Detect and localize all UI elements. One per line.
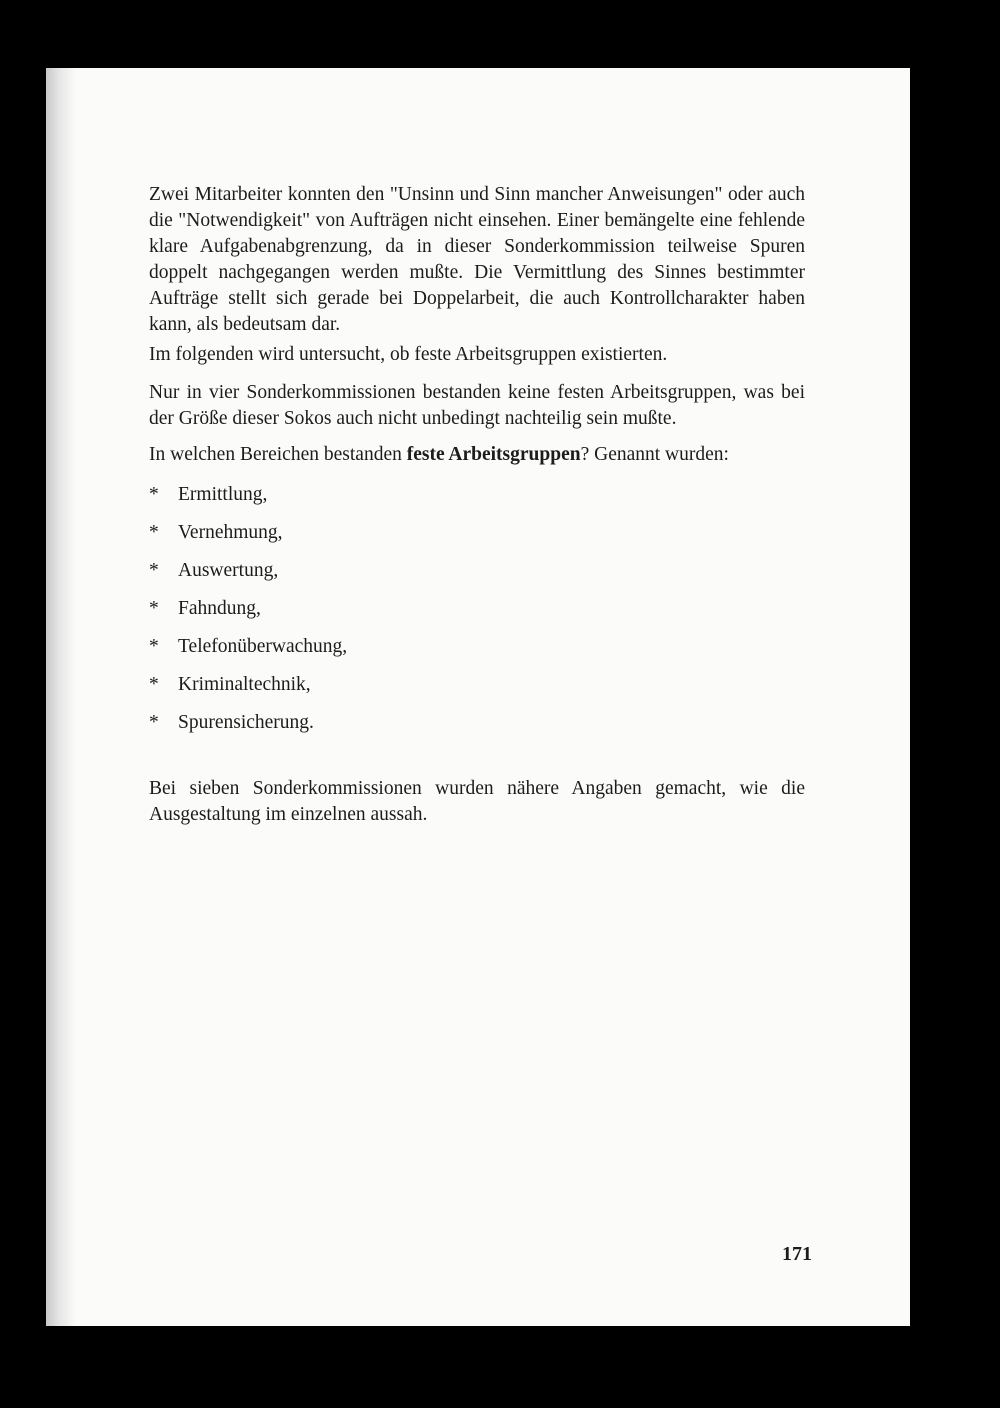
paragraph-4-text-after: ? Genannt wurden: <box>580 444 729 465</box>
list-item-label: Spurensicherung. <box>178 712 314 733</box>
list-item <box>149 596 347 634</box>
paragraph-4 <box>149 442 805 468</box>
book-page <box>46 68 910 1326</box>
asterisk-bullet-icon: * <box>149 598 159 619</box>
list-item-label: Kriminaltechnik, <box>178 674 311 695</box>
list-item-label: Vernehmung, <box>178 522 283 543</box>
list-item-label: Telefonüberwachung, <box>178 636 348 657</box>
page-number: 171 <box>782 1243 812 1265</box>
asterisk-bullet-icon: * <box>149 674 159 695</box>
list-item-label: Fahndung, <box>178 598 261 619</box>
asterisk-bullet-icon: * <box>149 522 159 543</box>
list-item <box>149 672 347 710</box>
paragraph-4-bold-term: feste Arbeitsgruppen <box>406 444 581 465</box>
list-item <box>149 520 347 558</box>
paragraph-2: Im folgenden wird untersucht, ob feste Arbeitsgruppen existierten. <box>149 344 668 365</box>
asterisk-bullet-icon: * <box>149 484 159 505</box>
asterisk-bullet-icon: * <box>149 560 159 581</box>
paragraph-5: Bei sieben Sonderkommissionen wurden nähere Angaben gemacht, wie die Ausgestaltung im einzelnen aussah. <box>149 778 805 825</box>
working-groups-list <box>149 482 347 748</box>
list-item <box>149 482 347 520</box>
list-item-label: Ermittlung, <box>178 484 268 505</box>
asterisk-bullet-icon: * <box>149 712 159 733</box>
paragraph-3: Nur in vier Sonderkommissionen bestanden keine festen Arbeitsgruppen, was bei der Größe dieser Sokos auch nicht unbedingt nachteilig sein mußte. <box>149 382 805 429</box>
list-item <box>149 558 347 596</box>
paragraph-4-text-before: In welchen Bereichen bestanden <box>149 444 407 465</box>
list-item-label: Auswertung, <box>178 560 279 581</box>
paragraph-1: Zwei Mitarbeiter konnten den "Unsinn und Sinn mancher Anweisungen" oder auch die "Notwendigkeit" von Aufträgen nicht einsehen. Einer bemängelte eine fehlende klare Aufgabenabgrenzung, da in dieser Sonderkommission teilweise Spuren doppelt nachgegangen werden mußte. Die Vermittlung des Sinnes bestimmter Aufträge stellt sich gerade bei Doppelarbeit, die auch Kontrollcharakter haben kann, als bedeutsam dar. <box>149 184 805 335</box>
list-item <box>149 710 347 748</box>
asterisk-bullet-icon: * <box>149 636 159 657</box>
list-item <box>149 634 347 672</box>
page-gutter-shadow <box>46 68 76 1326</box>
